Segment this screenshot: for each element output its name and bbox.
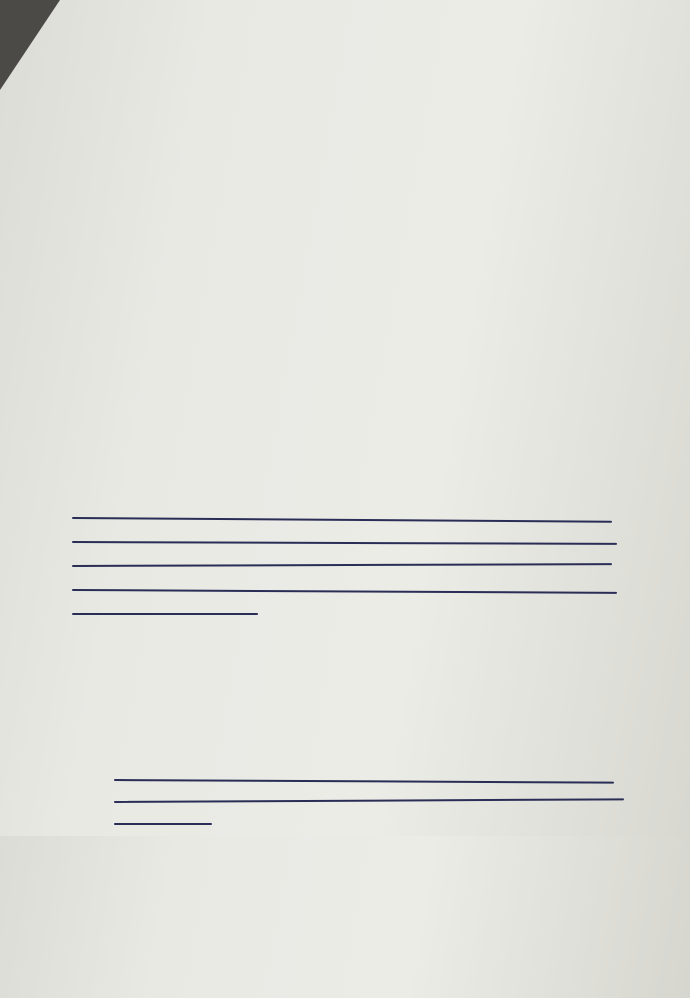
handwritten-underline [72, 563, 612, 567]
lower-page-region [0, 836, 690, 998]
handwritten-underline [72, 517, 612, 523]
handwritten-underline [72, 589, 617, 594]
page-corner-shadow [0, 0, 60, 90]
handwritten-underline [114, 823, 212, 825]
handwritten-underline [72, 613, 258, 615]
handwritten-underline [114, 798, 624, 803]
handwritten-underline [114, 779, 614, 784]
handwritten-underline [72, 541, 617, 545]
